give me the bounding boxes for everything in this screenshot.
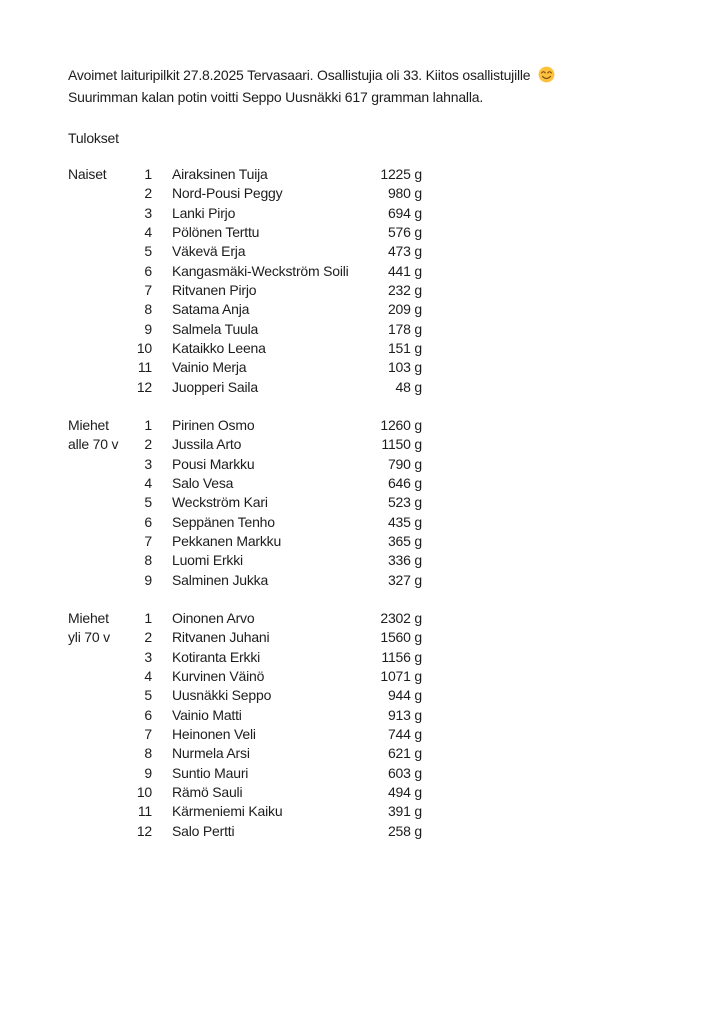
row-name: Nord-Pousi Peggy <box>172 185 283 202</box>
row-rank: 4 <box>144 223 152 240</box>
result-row <box>120 358 422 377</box>
results-heading: Tulokset <box>68 130 119 146</box>
row-rank: 2 <box>144 629 152 646</box>
row-name: Nurmela Arsi <box>172 745 250 762</box>
result-row <box>120 320 422 339</box>
result-row <box>120 648 422 667</box>
result-row <box>120 628 422 647</box>
row-weight: 258 g <box>387 822 422 839</box>
row-weight: 441 g <box>387 262 422 279</box>
row-rank: 5 <box>144 687 152 704</box>
row-name: Salmela Tuula <box>172 320 259 337</box>
section-label-line: Naiset <box>68 166 107 182</box>
row-weight: 646 g <box>387 474 422 491</box>
row-name: Suntio Mauri <box>172 764 249 781</box>
row-rank: 1 <box>144 416 152 433</box>
row-name: Kangasmäki-Weckström Soili <box>172 262 349 279</box>
row-weight: 336 g <box>387 552 422 569</box>
section-label-line: Miehet <box>68 609 109 626</box>
section-rows <box>120 165 422 397</box>
row-name: Kurvinen Väinö <box>172 667 265 684</box>
row-name: Salo Vesa <box>172 474 234 491</box>
result-row <box>120 223 422 242</box>
row-weight: 391 g <box>387 803 422 820</box>
row-rank: 9 <box>144 320 152 337</box>
result-row <box>120 262 422 281</box>
row-weight: 913 g <box>387 706 422 723</box>
row-rank: 3 <box>144 455 152 472</box>
row-weight: 151 g <box>387 339 422 356</box>
row-rank: 7 <box>144 725 152 742</box>
row-name: Lanki Pirjo <box>172 204 236 221</box>
section-label-line: yli 70 v <box>68 629 110 646</box>
row-rank: 6 <box>144 513 152 530</box>
row-weight: 744 g <box>387 725 422 742</box>
row-weight: 473 g <box>387 243 422 260</box>
result-row <box>120 764 422 783</box>
row-rank: 2 <box>144 185 152 202</box>
row-name: Kotiranta Erkki <box>172 648 261 665</box>
row-weight: 2302 g <box>380 609 422 626</box>
row-weight: 103 g <box>387 359 422 376</box>
row-name: Heinonen Veli <box>172 725 256 742</box>
section-label <box>68 165 120 397</box>
row-rank: 4 <box>144 667 152 684</box>
results-sections <box>68 165 724 841</box>
result-row <box>120 455 422 474</box>
intro-line-1-text: Avoimet laituripilkit 27.8.2025 Tervasaari. Osallistujia oli 33. Kiitos osallistujille <box>68 67 531 83</box>
row-name: Juopperi Saila <box>172 378 258 395</box>
row-weight: 603 g <box>387 764 422 781</box>
row-name: Salo Pertti <box>172 822 235 839</box>
row-weight: 1156 g <box>381 648 422 665</box>
row-name: Pirinen Osmo <box>172 416 255 433</box>
row-rank: 10 <box>136 339 152 356</box>
result-row <box>120 300 422 319</box>
row-name: Ritvanen Juhani <box>172 629 270 646</box>
section-label-line: Miehet <box>68 416 109 433</box>
row-weight: 232 g <box>387 281 422 298</box>
row-name: Luomi Erkki <box>172 552 243 569</box>
row-weight: 790 g <box>387 455 422 472</box>
row-name: Jussila Arto <box>172 436 242 453</box>
row-weight: 694 g <box>387 204 422 221</box>
result-row <box>120 802 422 821</box>
result-row <box>120 822 422 841</box>
row-weight: 327 g <box>387 571 422 588</box>
row-rank: 9 <box>144 571 152 588</box>
result-row <box>120 281 422 300</box>
row-rank: 3 <box>144 204 152 221</box>
result-row <box>120 378 422 397</box>
row-weight: 576 g <box>387 223 422 240</box>
row-name: Oinonen Arvo <box>172 609 255 626</box>
result-row <box>120 339 422 358</box>
row-weight: 178 g <box>387 320 422 337</box>
row-rank: 12 <box>136 822 152 839</box>
result-row <box>120 242 422 261</box>
row-rank: 3 <box>144 648 152 665</box>
result-row <box>120 783 422 802</box>
row-weight: 1150 g <box>381 436 422 453</box>
row-name: Satama Anja <box>172 301 250 318</box>
row-weight: 980 g <box>387 185 422 202</box>
result-row <box>120 686 422 705</box>
row-rank: 11 <box>137 803 152 820</box>
row-name: Pousi Markku <box>172 455 255 472</box>
result-section <box>68 165 724 397</box>
row-rank: 6 <box>144 262 152 279</box>
row-rank: 5 <box>144 243 152 260</box>
row-rank: 8 <box>144 301 152 318</box>
row-rank: 2 <box>144 436 152 453</box>
row-name: Rämö Sauli <box>172 783 243 800</box>
row-rank: 1 <box>144 609 152 626</box>
row-name: Vainio Merja <box>172 359 247 376</box>
section-rows <box>120 609 422 841</box>
row-weight: 1071 g <box>380 667 422 684</box>
result-row <box>120 416 422 435</box>
row-weight: 944 g <box>387 687 422 704</box>
result-row <box>120 204 422 223</box>
row-rank: 7 <box>144 281 152 298</box>
row-weight: 435 g <box>387 513 422 530</box>
row-weight: 1560 g <box>380 629 422 646</box>
row-name: Pekkanen Markku <box>172 532 282 549</box>
row-name: Kataikko Leena <box>172 339 266 356</box>
row-rank: 11 <box>137 359 152 376</box>
section-label <box>68 609 120 841</box>
intro-paragraph <box>68 64 724 108</box>
section-label <box>68 416 120 590</box>
row-weight: 494 g <box>387 783 422 800</box>
result-row <box>120 667 422 686</box>
row-name: Ritvanen Pirjo <box>172 281 257 298</box>
result-row <box>120 571 422 590</box>
result-row <box>120 184 422 203</box>
result-row <box>120 493 422 512</box>
result-row <box>120 513 422 532</box>
row-weight: 523 g <box>387 494 422 511</box>
row-rank: 6 <box>144 706 152 723</box>
result-row <box>120 744 422 763</box>
row-rank: 12 <box>136 378 152 395</box>
result-row <box>120 165 422 184</box>
row-name: Airaksinen Tuija <box>172 166 268 182</box>
row-weight: 209 g <box>387 301 422 318</box>
result-row <box>120 706 422 725</box>
row-rank: 1 <box>144 166 152 182</box>
row-name: Weckström Kari <box>172 494 268 511</box>
row-rank: 10 <box>136 783 152 800</box>
row-name: Salminen Jukka <box>172 571 269 588</box>
row-name: Vainio Matti <box>172 706 242 723</box>
intro-line-1 <box>68 64 724 86</box>
result-row <box>120 474 422 493</box>
intro-line-2: Suurimman kalan potin voitti Seppo Uusnäkki 617 gramman lahnalla. <box>68 89 484 105</box>
result-row <box>120 532 422 551</box>
row-rank: 7 <box>144 532 152 549</box>
row-name: Väkevä Erja <box>172 243 246 260</box>
row-weight: 621 g <box>387 745 422 762</box>
row-weight: 1225 g <box>380 166 422 182</box>
result-section <box>68 416 724 590</box>
result-row <box>120 551 422 570</box>
result-row <box>120 435 422 454</box>
section-rows <box>120 416 422 590</box>
section-label-line: alle 70 v <box>68 436 119 453</box>
row-name: Pölönen Terttu <box>172 223 260 240</box>
row-rank: 8 <box>144 745 152 762</box>
row-rank: 8 <box>144 552 152 569</box>
result-row <box>120 725 422 744</box>
row-weight: 48 g <box>395 378 422 395</box>
row-rank: 9 <box>144 764 152 781</box>
row-name: Kärmeniemi Kaiku <box>172 803 283 820</box>
row-weight: 1260 g <box>380 416 422 433</box>
result-section <box>68 609 724 841</box>
row-rank: 5 <box>144 494 152 511</box>
result-row <box>120 609 422 628</box>
smiling-face-emoji-icon <box>538 66 555 83</box>
row-rank: 4 <box>144 474 152 491</box>
row-weight: 365 g <box>387 532 422 549</box>
row-name: Seppänen Tenho <box>172 513 275 530</box>
row-name: Uusnäkki Seppo <box>172 687 272 704</box>
